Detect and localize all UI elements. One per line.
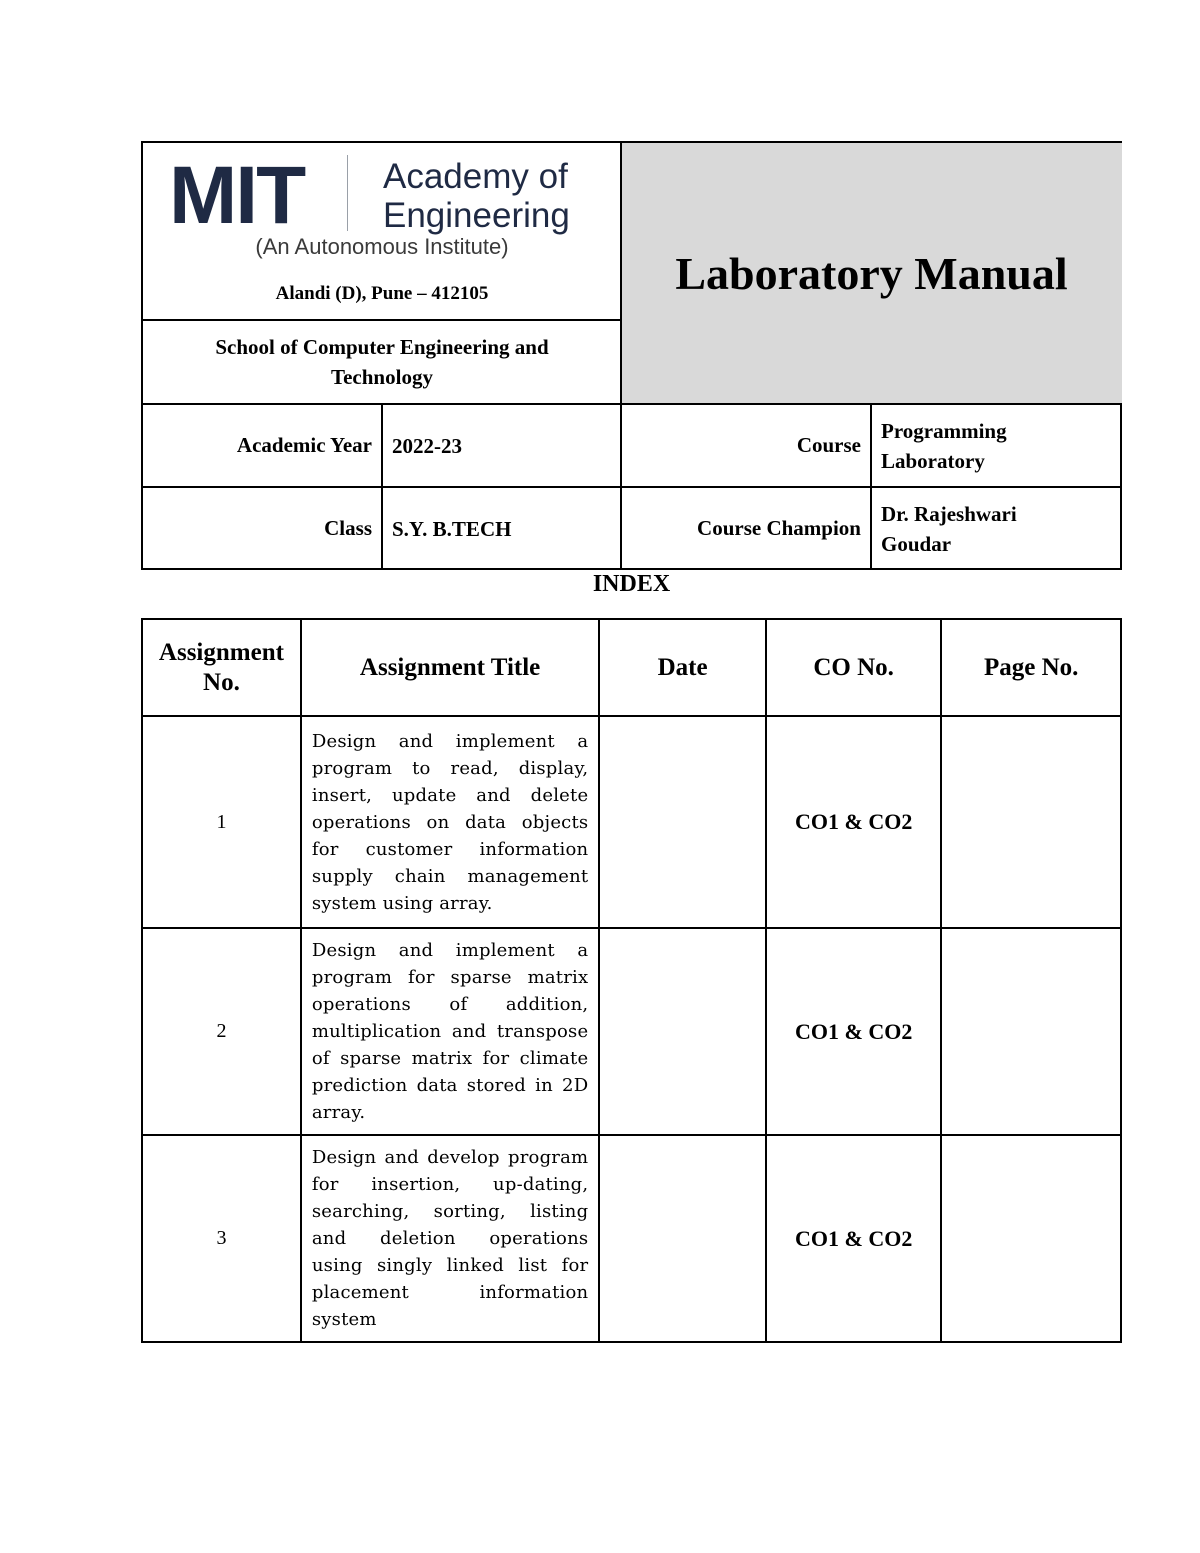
assignment-title: Design and implement a program to read, display, insert, update and delete operations on data objects for customer information supply chain management system using array. [301,716,599,928]
logo-autonomous: (An Autonomous Institute) [255,234,509,259]
class-label: Class [324,516,372,540]
assignment-no: 1 [142,716,301,928]
col-assignment-title: Assignment Title [301,619,599,716]
col-assignment-no: Assignment No. [142,619,301,716]
table-row [142,1135,1121,1342]
course-value: Programming Laboratory [881,418,1007,473]
class-value: S.Y. B.TECH [392,516,512,541]
divider [143,319,621,321]
institute-address: Alandi (D), Pune – 412105 [275,283,489,304]
assignment-date [599,1135,766,1342]
assignment-no: 3 [142,1135,301,1342]
table-row [142,928,1121,1135]
assignment-co: CO1 & CO2 [766,716,942,928]
header-table [141,141,1122,570]
logo-line2: Engineering [383,196,570,235]
institute-logo-cell [143,143,621,320]
logo-separator [347,155,348,231]
index-header-row [142,619,1121,716]
col-page-no: Page No. [941,619,1121,716]
index-table [141,618,1122,1343]
course-champion-label: Course Champion [697,516,861,540]
assignment-co: CO1 & CO2 [766,1135,942,1342]
assignment-date [599,716,766,928]
assignment-page [941,716,1121,928]
divider [143,486,1122,488]
assignment-date [599,928,766,1135]
divider [381,404,383,570]
course-champion-value: Dr. Rajeshwari Goudar [881,501,1017,556]
divider [870,404,872,570]
assignment-page [941,928,1121,1135]
assignment-title: Design and develop program for insertion, up-dating, searching, sorting, listing and deletion operations using singly linked list for placement information system [301,1135,599,1342]
logo-academy [383,157,570,235]
assignment-page [941,1135,1121,1342]
divider [620,143,622,570]
manual-title-cell [621,143,1122,404]
academic-year-label: Academic Year [236,433,372,457]
index-title: INDEX [592,571,671,597]
course-label: Course [796,433,861,457]
assignment-co: CO1 & CO2 [766,928,942,1135]
assignment-no: 2 [142,928,301,1135]
logo-line1: Academy of [383,157,568,196]
manual-title: Laboratory Manual [675,248,1068,299]
col-date: Date [599,619,766,716]
table-row [142,716,1121,928]
divider [143,403,1122,405]
academic-year-value: 2022-23 [392,433,462,458]
school-name: School of Computer Engineering and Technology [215,335,549,389]
logo-mit: MIT [169,150,305,241]
col-co-no: CO No. [766,619,942,716]
assignment-title: Design and implement a program for sparse matrix operations of addition, multiplication and transpose of sparse matrix for climate prediction data stored in 2D array. [301,928,599,1135]
